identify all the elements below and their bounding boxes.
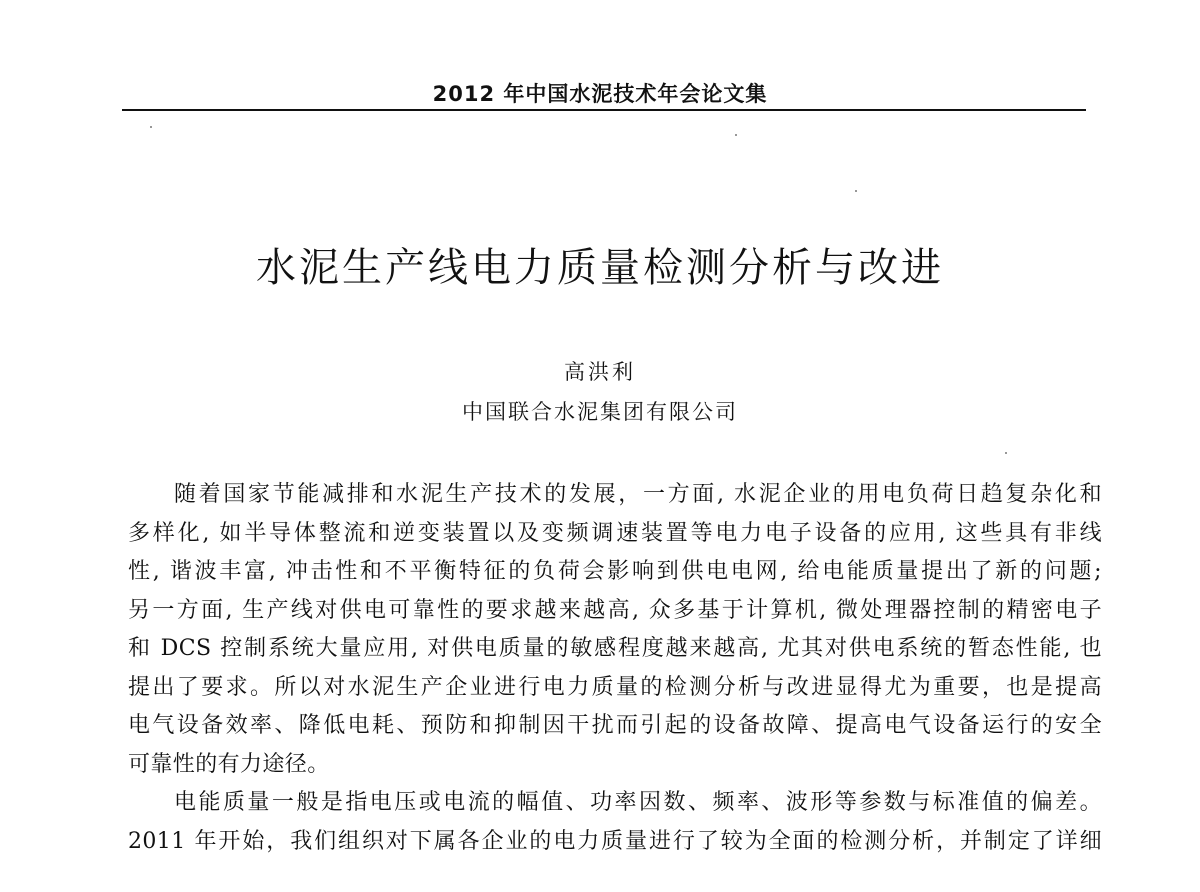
body-line: 电气设备效率、降低电耗、预防和抑制因干扰而引起的设备故障、提高电气设备运行的安全 bbox=[128, 713, 1102, 738]
scan-speck bbox=[150, 126, 152, 128]
body-line: 多样化, 如半导体整流和逆变装置以及变频调速装置等电力电子设备的应用, 这些具有非线 bbox=[128, 520, 1102, 546]
header-rule bbox=[122, 109, 1086, 111]
scan-speck bbox=[855, 190, 857, 192]
body-line: 和 DCS 控制系统大量应用, 对供电质量的敏感程度越来越高, 尤其对供电系统的暂态性能, 也 bbox=[128, 636, 1102, 661]
body-line: 可靠性的有力途径。 bbox=[128, 751, 330, 777]
scan-speck bbox=[735, 134, 737, 136]
article-title: 水泥生产线电力质量检测分析与改进 bbox=[256, 245, 944, 291]
body-line: 2011 年开始，我们组织对下属各企业的电力质量进行了较为全面的检测分析，并制定了详细 bbox=[128, 828, 1102, 854]
body-text bbox=[128, 476, 1102, 861]
body-line: 另一方面, 生产线对供电可靠性的要求越来越高, 众多基于计算机, 微处理器控制的精密电子 bbox=[128, 597, 1102, 623]
body-line: 随着国家节能减排和水泥生产技术的发展，一方面, 水泥企业的用电负荷日趋复杂化和 bbox=[174, 482, 1102, 507]
scan-speck bbox=[1005, 452, 1007, 454]
author-name: 高洪利 bbox=[564, 360, 636, 384]
body-line: 电能质量一般是指电压或电流的幅值、功率因数、频率、波形等参数与标准值的偏差。 bbox=[174, 790, 1102, 815]
body-line: 提出了要求。所以对水泥生产企业进行电力质量的检测分析与改进显得尤为重要，也是提高 bbox=[128, 674, 1102, 700]
body-line: 性, 谐波丰富, 冲击性和不平衡特征的负荷会影响到供电电网, 给电能质量提出了新的问题; bbox=[128, 559, 1102, 584]
running-header: 2012 年中国水泥技术年会论文集 bbox=[432, 82, 768, 106]
author-affiliation: 中国联合水泥集团有限公司 bbox=[462, 400, 738, 424]
